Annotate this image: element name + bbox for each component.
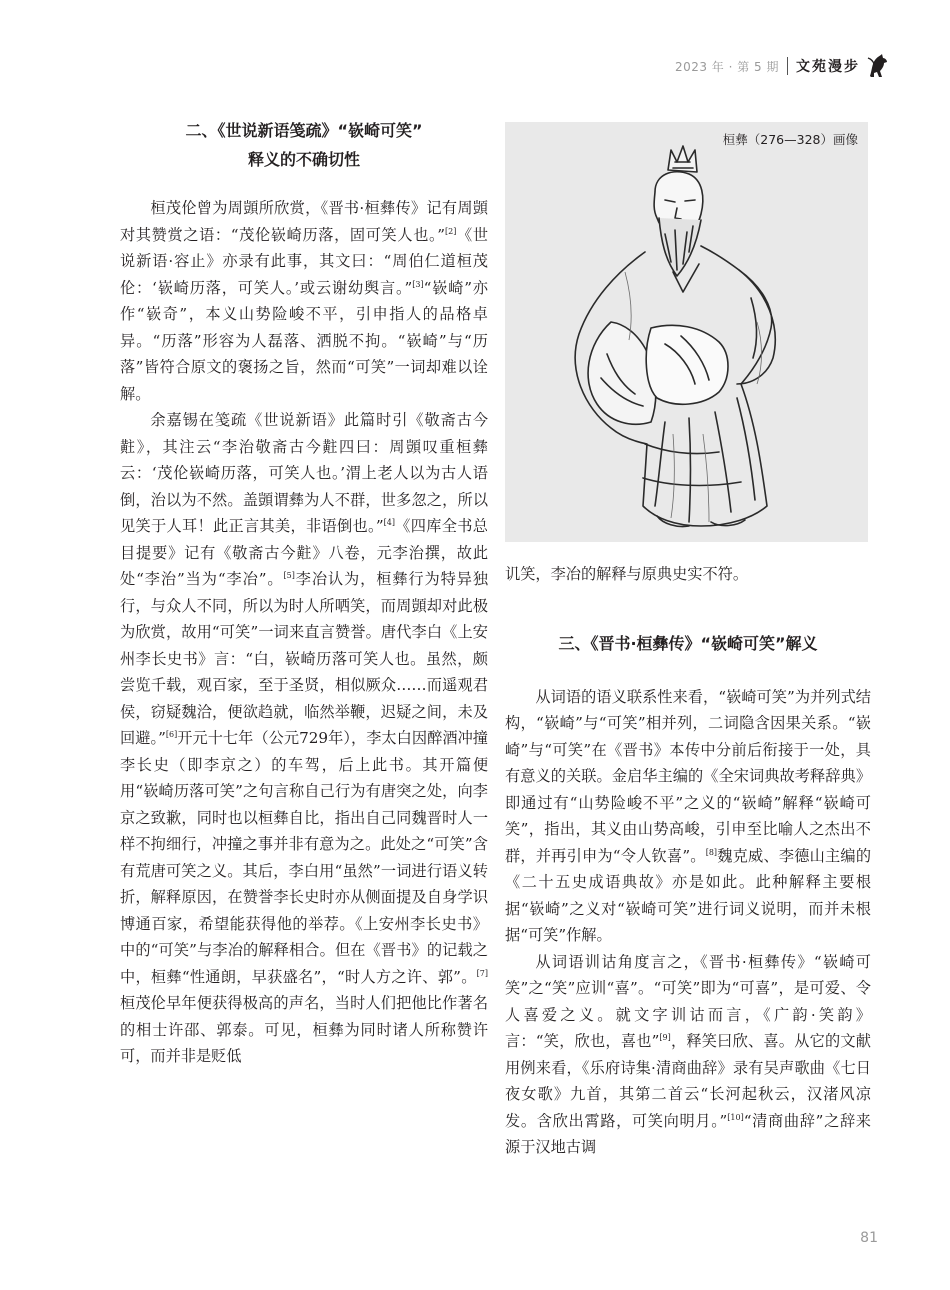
- text-run: “嵚崎”亦作“嵚奇”，本义山势险峻不平，引申指人的品格卓异。“历落”形容为人磊落、洒脱不拘。“嵚崎”与“历落”皆符合原文的褒扬之旨，然而“可笑”一词却难以诠解。: [120, 278, 488, 403]
- section-3-paragraph-1: [505, 684, 871, 949]
- section-2-title-line1: 二、《世说新语笺疏》“嵚崎可笑”: [185, 121, 423, 140]
- footnote-ref: [6]: [165, 730, 178, 739]
- footnote-ref: [8]: [705, 847, 718, 857]
- continuation-paragraph: 讥笑，李冶的解释与原典史实不符。: [505, 565, 748, 583]
- text-run: 《世说新语·容止》亦录有此事，其文曰：“周伯仁道桓茂伦：‘嵚崎历落，可笑人。’或云谢幼舆言。”: [120, 225, 489, 297]
- figure-caption: 桓彝（276—328）画像: [722, 132, 858, 147]
- issue-label: 2023 年 · 第 5 期: [674, 59, 779, 74]
- text-run: “清商曲辞”之辞来源于汉地古调: [505, 1111, 871, 1156]
- footnote-ref: [3]: [412, 279, 424, 289]
- right-column: [505, 561, 871, 1161]
- footnote-ref: [4]: [383, 518, 395, 527]
- text-run: 《四库全书总目提要》记有《敬斋古今黈》八卷，元李治撰，故此处“李治”当为“李冶”。: [120, 517, 488, 588]
- column-logo-icon: [866, 52, 890, 80]
- footnote-ref: [9]: [659, 1033, 671, 1042]
- section-2-heading: [120, 116, 488, 174]
- text-run: 从词语的语义联系性来看，“嵚崎可笑”为并列式结构，“嵚崎”与“可笑”相并列，二词隐含因果关系。“嵚崎”与“可笑”在《晋书》本传中分前后衔接于一处，具有意义的关联。金启华主编的《全宋词典故考释辞典》即通过有“山势险峻不平”之义的“嵚崎”解释“嵚崎可笑”，指出，其义由山势高峻，引申至比喻人之杰出不群，并再引申为“令人钦喜”。: [505, 687, 871, 865]
- section-3-title: 三、《晋书·桓彝传》“嵚崎可笑”解义: [558, 633, 818, 653]
- footnote-ref: [10]: [727, 1112, 744, 1122]
- section-2-paragraph-2: [120, 407, 488, 1070]
- text-run: 李冶认为，桓彝行为特异独行，与众人不同，所以为时人所哂笑，而周顗却对此极为欣赏，故用“可笑”一词来直言赞誉。唐代李白《上安州李长史书》言：“白，嵚崎历落可笑人也。虽然，颇尝览千载，观百家，至于圣贤，相似厥众……而遥观君侯，窃疑魏洽，便欲趋就，临然举鞭，迟疑之间，未及回避。”: [120, 570, 488, 747]
- text-run: ，释笑曰欣、喜。从它的文献用例来看，《乐府诗集·清商曲辞》录有吴声歌曲《七日夜女歌》九首，其第二首云“长河起秋云，汉渚风凉发。含欣出霄路，可笑向明月。”: [505, 1032, 871, 1130]
- section-2-paragraph-1: [120, 195, 488, 407]
- text-run: 魏克威、李德山主编的《二十五史成语典故》亦是如此。此种解释主要根据“嵚崎”之义对“嵚崎可笑”进行词义说明，而并未根据“可笑”作解。: [505, 846, 872, 944]
- footnote-ref: [7]: [476, 968, 488, 978]
- footnote-ref: [5]: [283, 571, 295, 580]
- page-number: 81: [860, 1230, 878, 1246]
- text-run: 余嘉锡在笺疏《世说新语》此篇时引《敬斋古今黈》，其注云“李治敬斋古今黈四曰：周顗叹重桓彝云：‘茂伦嵚崎历落，可笑人也。’渭上老人以为古人语倒，治以为不然。盖顗谓彝为人不群，世多忽之，所以见笑于人耳！此正言其美，非语倒也。”: [120, 411, 488, 535]
- text-run: 桓茂伦早年便获得极高的声名，当时人们把他比作著名的相士许邵、郭泰。可见，桓彝为同时诸人所称赞许可，而并非是贬低: [120, 994, 488, 1065]
- text-run: 开元十七年（公元729年），李太白因醉酒冲撞李长史（即李京之）的车驾，后上此书。其开篇便用“嵚崎历落可笑”之句言称自己行为有唐突之处，向李京之致歉，同时也以桓彝自比，指出自己同魏晋时人一样不拘细行，冲撞之事并非有意为之。此处之“可笑”含有荒唐可笑之义。其后，李白用“虽然”一词进行语义转折，解释原因，在赞誉李长史时亦从侧面提及自身学识博通百家，希望能获得他的举荐。《上安州李长史书》中的“可笑”与李冶的解释相合。但在《晋书》的记载之中，桓彝“性通朗，早获盛名”，“时人方之许、郭”。: [120, 729, 488, 986]
- text-run: 桓茂伦曾为周顗所欣赏，《晋书·桓彝传》记有周顗对其赞赏之语：“茂伦嵚崎历落，固可笑人也。”: [120, 199, 488, 244]
- footnote-ref: [2]: [445, 226, 457, 236]
- column-name: 文苑漫步: [796, 59, 860, 75]
- section-3-paragraph-2: [505, 949, 871, 1161]
- section-2-title-line2: 释义的不确切性: [247, 150, 360, 169]
- left-column: [120, 116, 488, 1070]
- running-head: [675, 52, 890, 80]
- header-divider: [787, 57, 788, 75]
- huan-yi-portrait-illustration: [505, 122, 868, 542]
- portrait-figure: [505, 122, 868, 542]
- text-run: 从词语训诂角度言之，《晋书·桓彝传》“嵚崎可笑”之“笑”应训“喜”。“可笑”即为“可喜”，是可爱、令人喜爱之义。就文字训诂而言，《广韵·笑韵》言：“笑，欣也，喜也”: [505, 952, 871, 1050]
